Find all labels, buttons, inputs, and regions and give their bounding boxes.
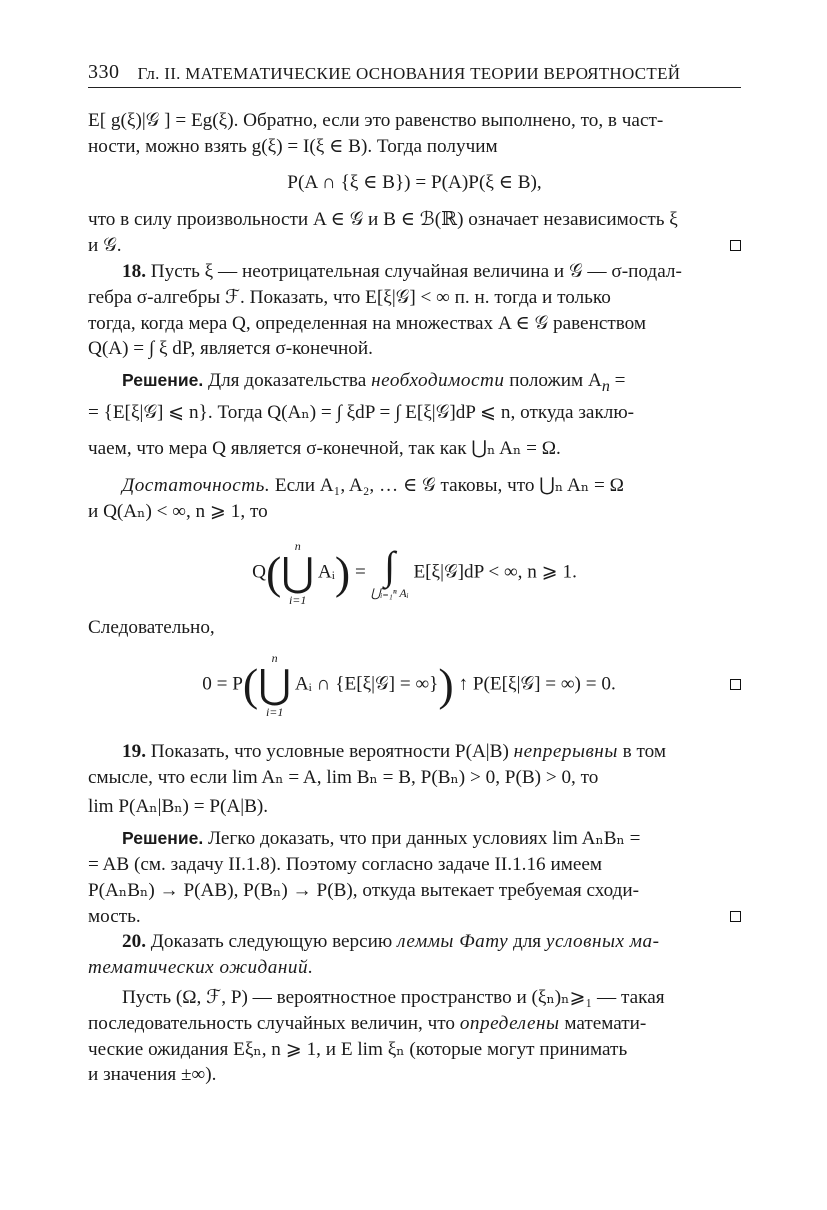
- text-line: E[ g(ξ)|𝒢 ] = Eg(ξ). Обратно, если это равенство выполнено, то, в част-: [88, 110, 664, 131]
- text-line: и 𝒢.: [88, 235, 122, 257]
- paragraph-independence: [88, 207, 741, 259]
- left-paren-glyph: (: [265, 546, 282, 598]
- text-span: Легко доказать, что при данных условиях lim AₙBₙ =: [203, 828, 641, 850]
- right-paren-glyph: ): [438, 658, 454, 710]
- running-head: Гл. II. МАТЕМАТИЧЕСКИЕ ОСНОВАНИЯ ТЕОРИИ ВЕРОЯТНОСТЕЙ: [137, 64, 681, 83]
- solution-label: Решение.: [122, 370, 204, 391]
- text-line: ности, можно взять g(ξ) = I(ξ ∈ B). Тогда получим: [88, 135, 498, 157]
- left-paren-glyph: (: [242, 658, 259, 710]
- qed-square-icon: [730, 679, 741, 690]
- problem-number: 18.: [122, 260, 146, 282]
- italic-term: Достаточность.: [122, 475, 271, 497]
- eq-term: E[ξ|𝒢]dP < ∞, n ⩾ 1.: [413, 561, 577, 583]
- sufficiency: [88, 473, 741, 499]
- text-line: и значения ±∞).: [88, 1064, 217, 1086]
- text-span: последовательность случайных величин, что: [88, 1012, 460, 1034]
- text-span: Показать, что условные вероятности P(A|B): [145, 740, 514, 762]
- text-span: Доказать следующую версию: [145, 931, 398, 953]
- problem-number: 20.: [122, 931, 146, 953]
- union-glyph: ⋃: [281, 549, 315, 595]
- union-operator: [281, 539, 314, 607]
- italic-term: леммы Фату: [397, 931, 509, 953]
- italic-term: необходимости: [371, 370, 505, 392]
- integral-glyph: ∫: [384, 542, 396, 588]
- text-line: ческие ожидания Eξₙ, n ⩾ 1, и E lim ξₙ (которые могут принимать: [88, 1038, 628, 1060]
- union-upper: n: [294, 538, 301, 553]
- union-lower: i=1: [265, 704, 284, 719]
- page-body: [88, 108, 741, 1088]
- text-span: положим A: [504, 370, 602, 392]
- problem-20: [88, 929, 741, 955]
- text-span: Для доказательства: [203, 370, 372, 392]
- problem-20-cont: [88, 955, 741, 981]
- problem-20-setup-cont: [88, 1011, 741, 1088]
- problem-19: [88, 739, 741, 765]
- equation-2: [88, 539, 741, 607]
- italic-term: непрерывны: [513, 740, 618, 762]
- text-line: тогда, когда мера Q, определенная на множествах A ∈ 𝒢 равенством: [88, 312, 647, 334]
- solution-18: [88, 368, 741, 400]
- integral-lower: ⋃ᵢ₌₁ⁿ Aᵢ: [370, 585, 409, 600]
- eq-symbol: Q: [252, 561, 266, 583]
- qed-square-icon: [730, 911, 741, 922]
- problem-19-cont: [88, 765, 741, 821]
- text-line: мость.: [88, 905, 141, 927]
- problem-18: [88, 259, 741, 285]
- solution-label: Решение.: [122, 828, 204, 849]
- text-line: что в силу произвольности A ∈ 𝒢 и B ∈ ℬ(ℝ) означает независимость ξ: [88, 209, 678, 231]
- union-glyph: ⋃: [258, 661, 292, 707]
- right-paren-glyph: ): [334, 546, 351, 598]
- text-span: Если A₁, A₂, … ∈ 𝒢 таковы, что ⋃ₙ Aₙ = Ω: [270, 475, 624, 497]
- text-line: чаем, что мера Q является σ-конечной, так как ⋃ₙ Aₙ = Ω.: [88, 437, 561, 459]
- text-line: Пусть (Ω, ℱ, P) — вероятностное пространство и (ξₙ)ₙ⩾₁ — такая: [122, 986, 665, 1008]
- sufficiency-cont: [88, 499, 741, 525]
- page-header: [88, 58, 741, 88]
- solution-18-cont: [88, 400, 741, 462]
- text-span: =: [609, 370, 626, 392]
- eq-term: Aᵢ ∩ {E[ξ|𝒢] = ∞}: [294, 673, 439, 695]
- problem-18-cont: [88, 285, 741, 362]
- text-line: Q(A) = ∫ ξ dP, является σ-конечной.: [88, 338, 373, 360]
- hence-line: Следовательно,: [88, 616, 215, 638]
- eq-term: ↑ P(E[ξ|𝒢] = ∞) = 0.: [458, 673, 616, 695]
- text-line: lim P(Aₙ|Bₙ) = P(A|B).: [88, 796, 269, 818]
- text-line: = {E[ξ|𝒢] ⩽ n}. Тогда Q(Aₙ) = ∫ ξdP = ∫ E[ξ|𝒢]dP ⩽ n, откуда заклю-: [88, 401, 635, 423]
- subscript: n: [601, 378, 610, 395]
- eq-term: 0 = P: [202, 673, 243, 695]
- problem-20-setup: [88, 985, 741, 1011]
- paragraph-proof-end: [88, 108, 741, 160]
- text-span: в том: [617, 740, 666, 762]
- italic-term: условных ма-: [545, 931, 660, 953]
- eq-symbol: =: [354, 561, 366, 583]
- italic-term: определены: [459, 1012, 560, 1034]
- solution-19: [88, 826, 741, 852]
- italic-term: тематических ожиданий.: [88, 957, 314, 979]
- integral-operator: [370, 542, 409, 600]
- text-line: P(AₙBₙ) → P(AB), P(Bₙ) → P(B), откуда вытекает требуемая сходи-: [88, 879, 640, 901]
- qed-square-icon: [730, 240, 741, 251]
- text-span: для: [508, 931, 546, 953]
- page-number: 330: [88, 61, 120, 83]
- problem-number: 19.: [122, 740, 146, 762]
- solution-19-cont: [88, 852, 741, 929]
- text-line: гебра σ-алгебры ℱ. Показать, что E[ξ|𝒢] < ∞ п. н. тогда и только: [88, 286, 611, 308]
- text-line: Пусть ξ — неотрицательная случайная величина и 𝒢 — σ-подал-: [145, 260, 682, 282]
- union-lower: i=1: [288, 592, 307, 607]
- eq-term: Aᵢ: [317, 561, 335, 583]
- text-line: = AB (см. задачу II.1.8). Поэтому согласно задаче II.1.16 имеем: [88, 853, 603, 875]
- text-line: и Q(Aₙ) < ∞, n ⩾ 1, то: [88, 501, 268, 523]
- union-upper: n: [271, 650, 278, 665]
- equation-1: P(A ∩ {ξ ∈ B}) = P(A)P(ξ ∈ B),: [287, 171, 542, 193]
- text-line: смысле, что если lim Aₙ = A, lim Bₙ = B, P(Bₙ) > 0, P(B) > 0, то: [88, 766, 599, 788]
- equation-3: [88, 651, 741, 719]
- union-operator: [258, 651, 291, 719]
- text-span: математи-: [559, 1012, 647, 1034]
